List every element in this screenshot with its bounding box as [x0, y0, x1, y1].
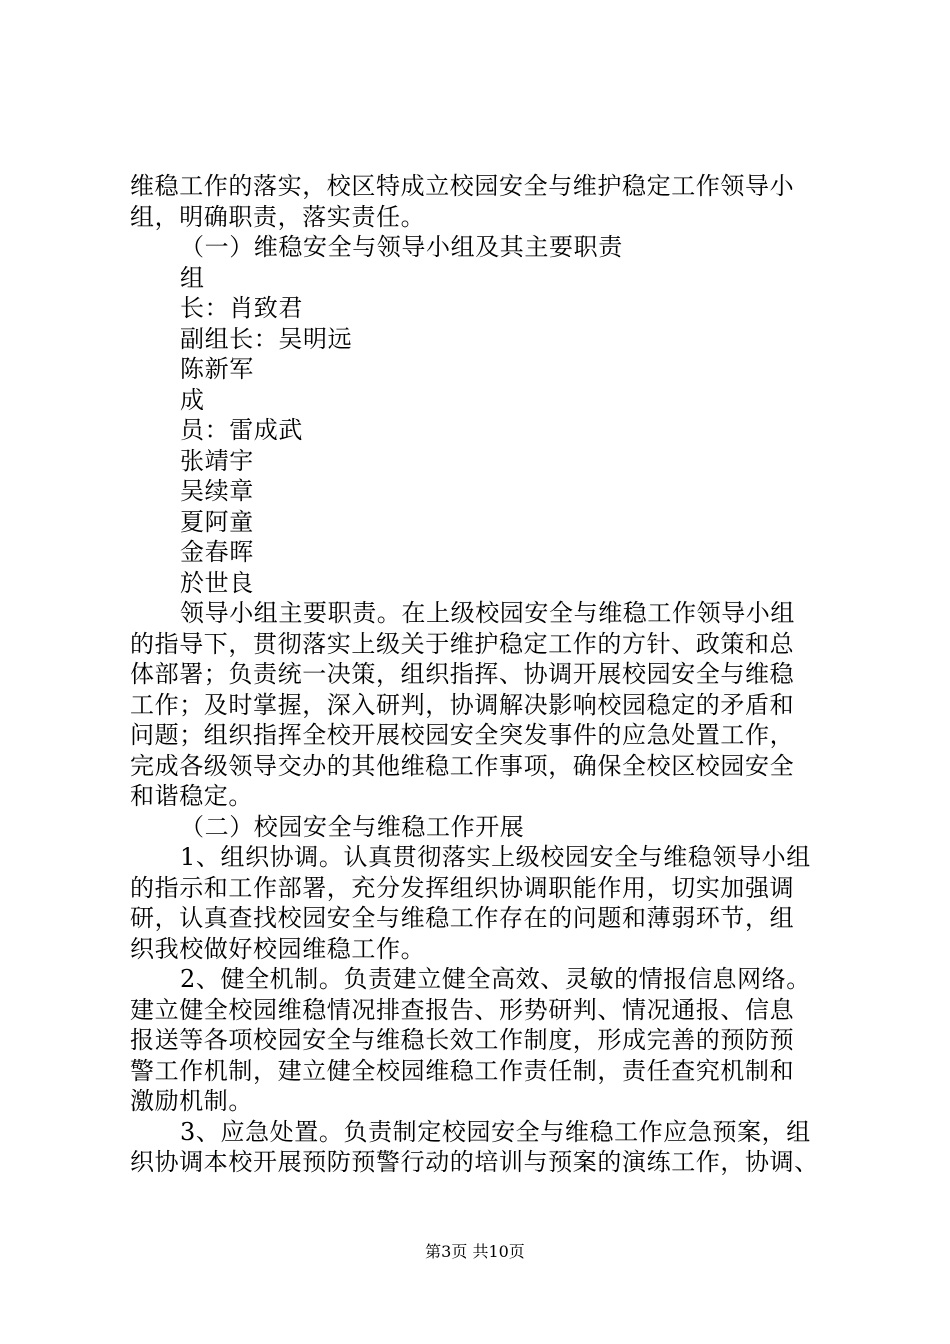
text-line: 张靖宇 — [180, 446, 254, 475]
text-line: 金春晖 — [180, 538, 254, 566]
text-line: 研，认真查找校园安全与维稳工作存在的问题和薄弱环节，组 — [130, 904, 795, 932]
text-line: 成 — [180, 385, 205, 414]
text-line: 的指导下，贯彻落实上级关于维护稳定工作的方针、政策和总 — [130, 629, 795, 658]
text-line: 完成各级领导交办的其他维稳工作事项，确保全校区校园安全 — [130, 751, 795, 780]
text-line: 2、健全机制。负责建立健全高效、灵敏的情报信息网络。 — [180, 965, 811, 993]
text-line: 问题；组织指挥全校开展校园安全突发事件的应急处置工作， — [130, 721, 795, 749]
text-line: 夏阿童 — [180, 507, 254, 536]
text-line: 织我校做好校园维稳工作。 — [130, 934, 426, 963]
text-line: 於世良 — [180, 568, 254, 597]
text-line: 建立健全校园维稳情况排查报告、形势研判、情况通报、信息 — [130, 995, 795, 1024]
document-body — [130, 171, 830, 1178]
text-line: 员：雷成武 — [180, 416, 303, 444]
text-line: 维稳工作的落实，校区特成立校园安全与维护稳定工作领导小 — [130, 172, 795, 200]
text-line: 陈新军 — [180, 355, 254, 383]
text-line: 报送等各项校园安全与维稳长效工作制度，形成完善的预防预 — [130, 1026, 795, 1054]
text-line: 长：肖致君 — [180, 294, 303, 322]
text-line: （一）维稳安全与领导小组及其主要职责 — [180, 233, 623, 261]
text-line: 领导小组主要职责。在上级校园安全与维稳工作领导小组 — [180, 599, 795, 627]
text-line: 和谐稳定。 — [130, 782, 253, 810]
text-line: 组 — [180, 263, 205, 292]
text-line: 组，明确职责，落实责任。 — [130, 202, 426, 231]
text-line: 3、应急处置。负责制定校园安全与维稳工作应急预案，组 — [180, 1117, 811, 1146]
text-line: 激励机制。 — [130, 1087, 253, 1115]
text-line: 的指示和工作部署，充分发挥组织协调职能作用，切实加强调 — [130, 873, 795, 902]
page-footer: 第3页 共10页 — [425, 1242, 525, 1261]
text-line: 警工作机制，建立健全校园维稳工作责任制，责任查究机制和 — [130, 1056, 795, 1085]
text-line: 副组长：吴明远 — [180, 324, 353, 353]
text-line: 织协调本校开展预防预警行动的培训与预案的演练工作，协调、 — [130, 1148, 819, 1176]
text-line: （二）校园安全与维稳工作开展 — [180, 812, 525, 841]
text-line: 1、组织协调。认真贯彻落实上级校园安全与维稳领导小组 — [180, 843, 811, 871]
text-line: 吴续章 — [180, 477, 254, 505]
text-line: 工作；及时掌握，深入研判，协调解决影响校园稳定的矛盾和 — [130, 690, 795, 719]
text-line: 体部署；负责统一决策，组织指挥、协调开展校园安全与维稳 — [130, 660, 795, 688]
